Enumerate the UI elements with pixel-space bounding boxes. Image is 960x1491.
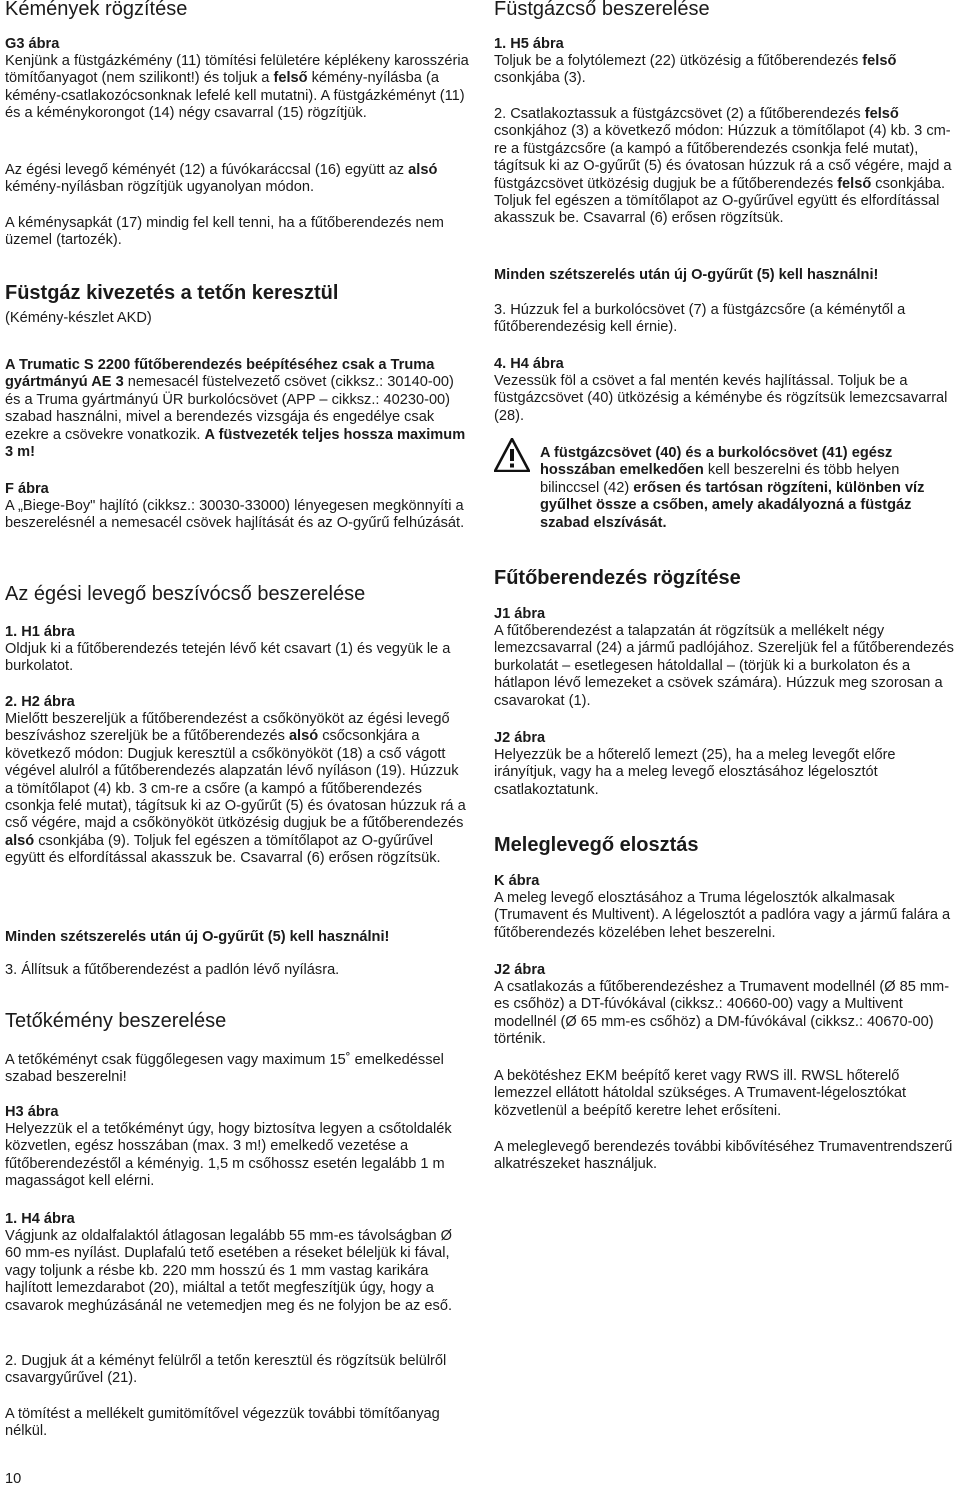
label-h4: 1. H4 ábra: [5, 1211, 75, 1227]
label-h5: 1. H5 ábra: [494, 36, 564, 52]
label-k: K ábra: [494, 873, 540, 889]
para-h4: Vágjunk az oldalfalaktól átlagosan legalább 55 mm-es távolságban Ø 60 mm-es nyílást. Duplafalú tető esetében a réseket béleljük ki fával, vagy toljunk a résbe kb. 220 mm hosszú és 1 mm vastag karikára hajlított lemezdarabot (20), miáltal a tetőt megfeszítjük úgy, hogy a csavarok meghúzásánál ne vetemedjen meg és ne folyjon be az eső.: [5, 1228, 453, 1314]
warning-text: A füstgázcsövet (40) és a burkolócsövet (41) egész hosszában emelkedően kell beszerelni és több helyen bilinccsel (42) erősen és tartósan rögzíteni, különben víz gyűlhet össze a csőben, amely akadályozná a füstgáz szabad elszívását.: [540, 445, 925, 531]
para-g3-2: Az égési levegő kéményét (12) a fúvókaráccsal (16) együtt az alsó kémény-nyílásban rögzítjük ugyanolyan módon.: [5, 162, 438, 196]
para-j1: A fűtőberendezést a talapzatán át rögzítsük a mellékelt négy lemezcsavarral (24) a jármű padlójához. Szereljük fel a fűtőberendezés burkolatát – esetlegesen hátoldallal – (törjük ki a burkolaton és a hátlapon lévő lemezeket a csövek számára). Húzzuk meg szorosan a csavarokat (1).: [494, 623, 954, 709]
label-j2: J2 ábra: [494, 730, 546, 746]
para-bovites: A meleglevegő berendezés további kibővítéséhez Trumaventrendszerű alkatrészeket használjuk.: [494, 1139, 953, 1173]
para-dugjuk: 2. Dugjuk át a kéményt felülről a tetőn keresztül és rögzítsük belülről csavargyűrűvel (21).: [5, 1353, 447, 1387]
label-h3: H3 ábra: [5, 1104, 59, 1120]
heading-futoberendezes-rogzitese: Fűtőberendezés rögzítése: [494, 567, 741, 589]
label-f: F ábra: [5, 481, 49, 497]
para-h2: Mielőtt beszereljük a fűtőberendezést a csőkönyököt az égési levegő beszíváshoz szereljük be a fűtőberendezés alsó csőcsonkjára a következő módon: Dugjuk keresztül a csőkönyököt (18) a cső vágott végével alulról a fűtőberendezés alapzatán lévő nyíláson (19). Húzzuk a tömítőlapot (4) kb. 3 cm-re a csőre (a kampó a fűtőberendezés csonkja felé mutat), tágítsuk ki az O-gyűrűt (5) és óvatosan húzzuk rá a cső végére, majd a csőkönyököt ütközésig dugjuk be a fűtőberendezés alsó csonkjába (9). Toljuk fel egészen a tömítőlapot az O-gyűrűvel együtt és elfordítással akasszuk be. Csavarral (6) erősen rögzítsük.: [5, 711, 466, 867]
akd-note: (Kémény-készlet AKD): [5, 310, 152, 326]
heading-tetokemeny: Tetőkémény beszerelése: [5, 1010, 227, 1032]
heading-egesi: Az égési levegő beszívócső beszerelése: [5, 583, 366, 605]
page-number: 10: [5, 1471, 22, 1487]
warning-triangle-icon: [494, 438, 530, 472]
para-csatlakoztassuk: 2. Csatlakoztassuk a füstgázcsövet (2) a fűtőberendezés felső csonkjához (3) a következő módon: Húzzuk a tömítőlapot (4) kb. 3 cm-re a füstgázcsőre (a kampó a fűtőberendezés csonkja felé mutat), tágítsuk ki az O-gyűrűt (5) és óvatosan húzzuk rá a cső végére, majd a füstgázcsövet ütközésig dugjuk be a fűtőberendezés felső csonkjába. Toljuk fel egészen a tömítőlapot az O-gyűrűvel együtt és elfordítással akasszuk be. Csavarral (6) erősen rögzítsük.: [494, 106, 952, 227]
para-g3-3: A kéménysapkát (17) mindig fel kell tenni, ha a fűtőberendezés nem üzemel (tartozék).: [5, 215, 444, 249]
para-f: A „Biege-Boy" hajlító (cikksz.: 30030-33000) lényegesen megkönnyíti a beszerelésnél a nemesacél csövek hajlítását és az O-gyűrű felhúzását.: [5, 498, 465, 532]
heading-fustgaz-kivezetes: Füstgáz kivezetés a tetőn keresztül: [5, 282, 339, 304]
label-g3: G3 ábra: [5, 36, 60, 52]
para-h1: Oldjuk ki a fűtőberendezés tetején lévő két csavart (1) és vegyük le a burkolatot.: [5, 641, 451, 675]
para-teto: A tetőkéményt csak függőlegesen vagy maximum 15˚ emelkedéssel szabad beszerelni!: [5, 1052, 444, 1086]
para-k: A meleg levegő elosztásához a Truma légelosztók alkalmasak (Trumavent és Multivent). A légelosztót a padlóra vagy a jármű falára a fűtőberendezés közelében lehet beszerelni.: [494, 890, 951, 941]
para-g3-1: Kenjünk a füstgázkémény (11) tömítési felületére képlékeny karosszéria tömítőanyagot (nem szilikont!) és toljuk a felső kémény-nyílásba (a kémény-csatlakozócsonknak lefelé kell mutatni). A füstgázkéményt (11) és a kéménykorongot (14) négy csavarral (15) rögzítjük.: [5, 53, 469, 122]
para-j2-meleg: A csatlakozás a fűtőberendezéshez a Trumavent modellnél (Ø 85 mm-es csőhöz) a DT-fúvókával (cikksz.: 40660-00) vagy a Multivent modellnél (Ø 65 mm-es csőhöz) a DM-fúvókával (cikksz.: 40670-00) történik.: [494, 979, 950, 1048]
para-h3: Helyezzük el a tetőkéményt úgy, hogy biztosítva legyen a csőtoldalék közvetlen, egész hosszában (max. 3 m!) emelkedő vezetése a fűtőberendezéstől a kéményig. 1,5 m csőhossz esetén legalább 1 m magasságot kell elérni.: [5, 1121, 452, 1190]
label-h1: 1. H1 ábra: [5, 624, 75, 640]
para-tomites: A tömítést a mellékelt gumitömítővel végezzük további tömítőanyag nélkül.: [5, 1406, 440, 1440]
step-3-huzzuk: 3. Húzzuk fel a burkolócsövet (7) a füstgázcsőre (a kéménytől a fűtőberendezésig kell érnie).: [494, 302, 906, 336]
heading-fustgazcso: Füstgázcső beszerelése: [494, 0, 710, 20]
para-ekm: A bekötéshez EKM beépítő keret vagy RWS ill. RWSL hőterelő lemezzel ellátott hátoldal szükséges. A Trumavent-légelosztókat közvetlenül a beépítő keretre lehet erősíteni.: [494, 1068, 907, 1119]
label-j2-meleg: J2 ábra: [494, 962, 546, 978]
step-3: 3. Állítsuk a fűtőberendezést a padlón lévő nyílásra.: [5, 962, 340, 978]
heading-kemenyek: Kémények rögzítése: [5, 0, 188, 20]
heading-meleglevego: Meleglevegő elosztás: [494, 834, 699, 856]
para-trumatic: A Trumatic S 2200 fűtőberendezés beépítéséhez csak a Truma gyártmányú AE 3 nemesacél füstelvezető csövet (cikksz.: 30140-00) és a Truma gyártmányú ÜR burkolócsövet (APP – cikksz.: 40230-00) szabad használni, mivel a berendezés vizsgája és engedélye csak ezekre a csövekre vonatkozik. A füstvezeték teljes hossza maximum 3 m!: [5, 357, 466, 461]
para-h4-right: Vezessük föl a csövet a fal mentén kevés hajlítással. Toljuk be a füstgázcsövet (40) ütközésig a kéménybe és rögzítsük lemezcsavarral (28).: [494, 373, 948, 424]
para-h5: Toljuk be a folytólemezt (22) ütközésig a fűtőberendezés felső csonkjába (3).: [494, 53, 897, 87]
note-new-o-ring-right: Minden szétszerelés után új O-gyűrűt (5) kell használni!: [494, 267, 879, 283]
label-h2: 2. H2 ábra: [5, 694, 75, 710]
label-j1: J1 ábra: [494, 606, 546, 622]
note-new-o-ring-left: Minden szétszerelés után új O-gyűrűt (5) kell használni!: [5, 929, 390, 945]
label-h4-right: 4. H4 ábra: [494, 356, 564, 372]
para-j2: Helyezzük be a hőterelő lemezt (25), ha a meleg levegőt előre irányítjuk, vagy ha a meleg levegő elosztásához légelosztót csatlakoztatunk.: [494, 747, 896, 798]
